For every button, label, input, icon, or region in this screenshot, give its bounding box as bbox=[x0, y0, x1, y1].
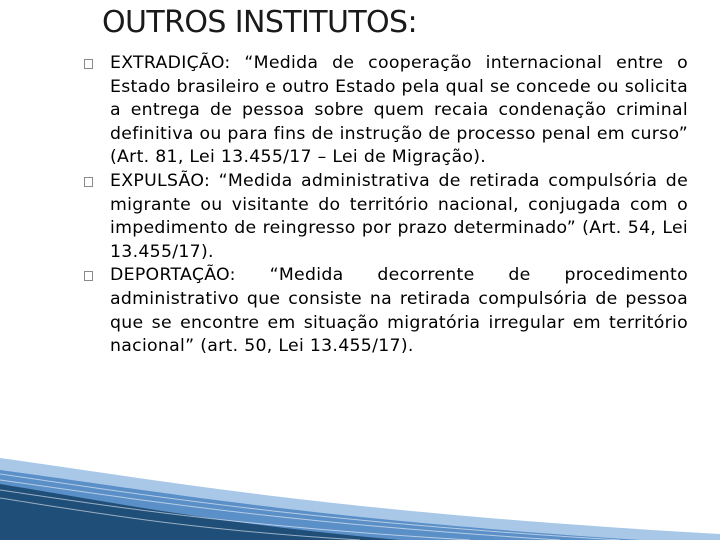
slide-title: OUTROS INSTITUTOS: bbox=[102, 5, 418, 40]
square-bullet-icon bbox=[84, 177, 93, 187]
bullet-text: DEPORTAÇÃO: “Medida decorrente de procedimento administrativo que consiste na retirada compulsória de pessoa que se encontre em situação migratória irregular em território nacional” (art. 50, Lei 13.455/17). bbox=[110, 265, 688, 357]
bullet-text: EXPULSÃO: “Medida administrativa de retirada compulsória de migrante ou visitante do território nacional, conjugada com o impedimento de reingresso por prazo determinado” (Art. 54, Lei 13.455/17). bbox=[110, 170, 688, 262]
bullet-list bbox=[84, 52, 688, 359]
square-bullet-icon bbox=[84, 59, 93, 69]
square-bullet-icon bbox=[84, 271, 93, 281]
wave-decoration bbox=[0, 454, 720, 540]
bullet-item-expulsao bbox=[84, 170, 688, 264]
bullet-item-extradicao bbox=[84, 52, 688, 170]
bullet-item-deportacao bbox=[84, 264, 688, 358]
bullet-text: EXTRADIÇÃO: “Medida de cooperação internacional entre o Estado brasileiro e outro Estado pela qual se concede ou solicita a entrega de pessoa sobre quem recaia condenação criminal definitiva ou para fins de instrução de processo penal em curso” (Art. 81, Lei 13.455/17 – Lei de Migração). bbox=[110, 53, 688, 168]
